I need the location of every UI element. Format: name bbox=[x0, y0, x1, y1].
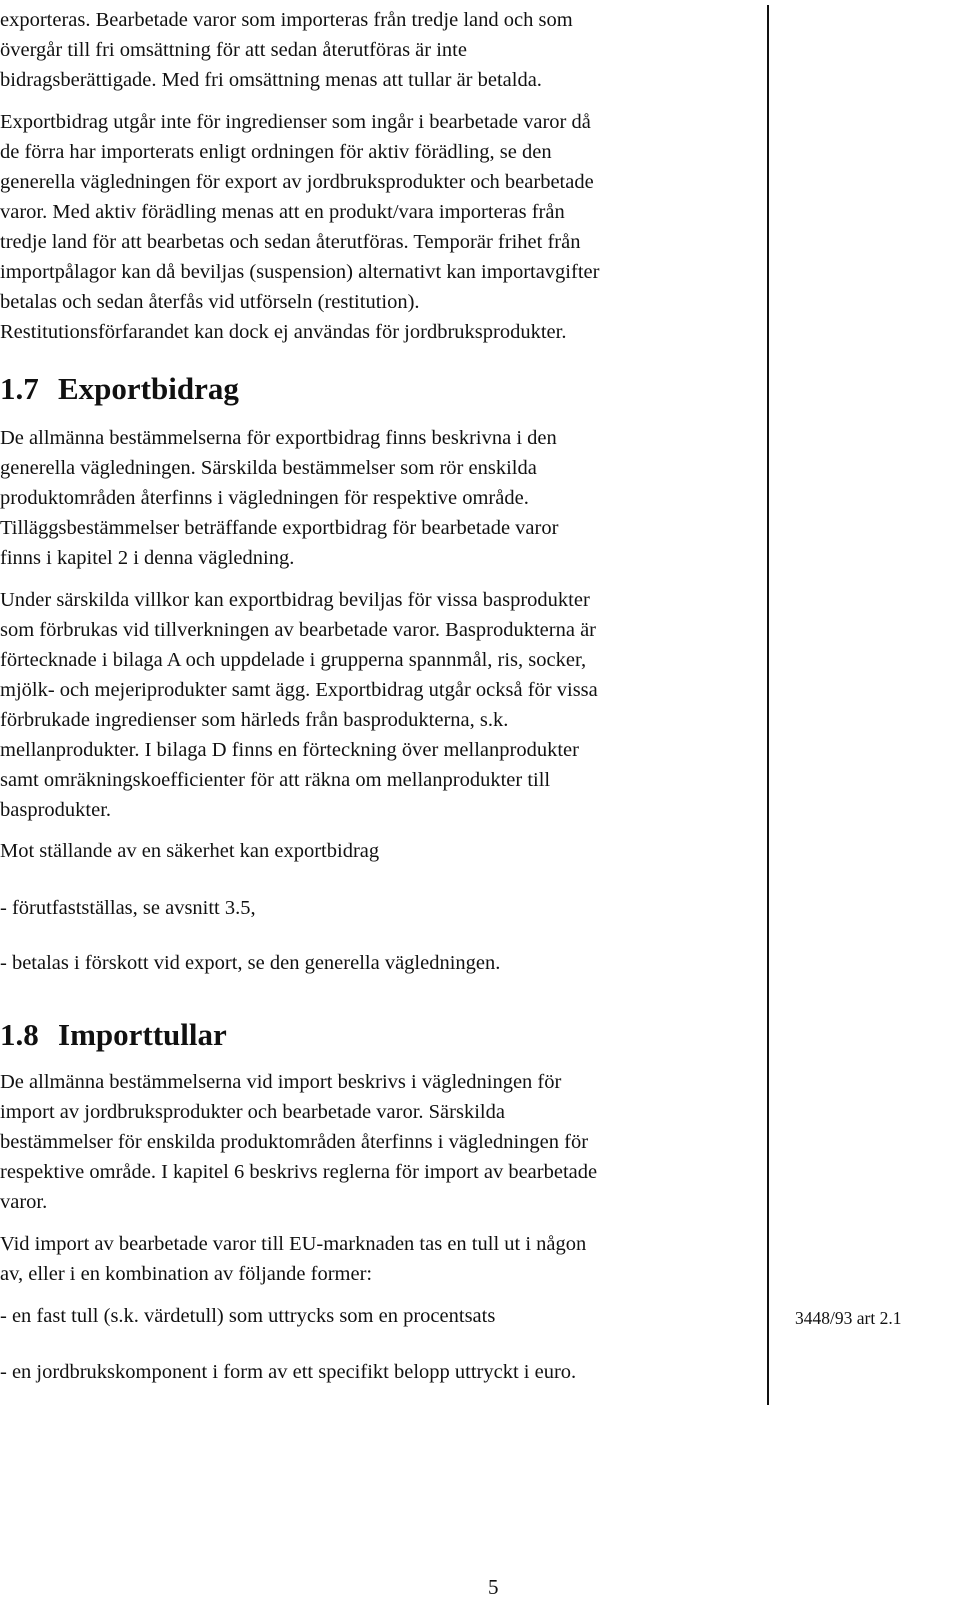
section-1-7-paragraph-1 bbox=[0, 423, 558, 573]
section-title: Importtullar bbox=[58, 1017, 227, 1052]
text-line: bidragsberättigade. Med fri omsättning menas att tullar är betalda. bbox=[0, 69, 542, 91]
section-1-7-list-item: - förutfastställas, se avsnitt 3.5, bbox=[0, 897, 256, 919]
section-title: Exportbidrag bbox=[58, 371, 239, 406]
text-line: tredje land för att bearbetas och sedan återutföras. Temporär frihet från bbox=[0, 231, 581, 253]
text-line: betalas och sedan återfås vid utförseln (restitution). bbox=[0, 291, 420, 313]
text-line: förtecknade i bilaga A och uppdelade i grupperna spannmål, ris, socker, bbox=[0, 649, 587, 671]
text-line: De allmänna bestämmelserna för exportbidrag finns beskrivna i den bbox=[0, 427, 557, 449]
text-line: Vid import av bearbetade varor till EU-marknaden tas en tull ut i någon bbox=[0, 1233, 587, 1255]
text-line: generella vägledningen. Särskilda bestämmelser som rör enskilda bbox=[0, 457, 537, 479]
section-1-7-lead: Mot ställande av en säkerhet kan exportbidrag bbox=[0, 840, 380, 862]
text-line: generella vägledningen för export av jordbruksprodukter och bearbetade bbox=[0, 171, 594, 193]
text-line: Restitutionsförfarandet kan dock ej användas för jordbruksprodukter. bbox=[0, 321, 567, 343]
intro-paragraph bbox=[0, 5, 573, 95]
text-line: förbrukade ingredienser som härleds från basprodukterna, s.k. bbox=[0, 709, 509, 731]
margin-divider-line bbox=[767, 5, 769, 1405]
page-number: 5 bbox=[488, 1575, 499, 1599]
text-line: produktområden återfinns i vägledningen för respektive område. bbox=[0, 487, 529, 509]
section-1-8-list-item: - en fast tull (s.k. värdetull) som uttrycks som en procentsats bbox=[0, 1305, 496, 1327]
text-line: Tilläggsbestämmelser beträffande exportbidrag för bearbetade varor bbox=[0, 517, 559, 539]
text-line: mjölk- och mejeriprodukter samt ägg. Exportbidrag utgår också för vissa bbox=[0, 679, 598, 701]
text-line: varor. Med aktiv förädling menas att en produkt/vara importeras från bbox=[0, 201, 565, 223]
text-line: basprodukter. bbox=[0, 799, 112, 821]
text-line: finns i kapitel 2 i denna vägledning. bbox=[0, 547, 295, 569]
section-number: 1.7 bbox=[0, 371, 39, 406]
text-line: respektive område. I kapitel 6 beskrivs reglerna för import av bearbetade bbox=[0, 1161, 598, 1183]
section-1-7-list-item: - betalas i förskott vid export, se den generella vägledningen. bbox=[0, 952, 501, 974]
text-line: samt omräkningskoefficienter för att räkna om mellanprodukter till bbox=[0, 769, 551, 791]
text-line: bestämmelser för enskilda produktområden återfinns i vägledningen för bbox=[0, 1131, 589, 1153]
text-line: de förra har importerats enligt ordningen för aktiv förädling, se den bbox=[0, 141, 552, 163]
text-line: import av jordbruksprodukter och bearbetade varor. Särskilda bbox=[0, 1101, 505, 1123]
text-line: varor. bbox=[0, 1191, 48, 1213]
text-line: exporteras. Bearbetade varor som importeras från tredje land och som bbox=[0, 9, 573, 31]
text-line: De allmänna bestämmelserna vid import beskrivs i vägledningen för bbox=[0, 1071, 562, 1093]
text-line: mellanprodukter. I bilaga D finns en förteckning över mellanprodukter bbox=[0, 739, 579, 761]
text-line: Exportbidrag utgår inte för ingredienser som ingår i bearbetade varor då bbox=[0, 111, 591, 133]
margin-reference-note: 3448/93 art 2.1 bbox=[795, 1308, 902, 1328]
text-line: av, eller i en kombination av följande former: bbox=[0, 1263, 373, 1285]
section-1-8-paragraph-1 bbox=[0, 1067, 597, 1217]
text-line: som förbrukas vid tillverkningen av bearbetade varor. Basprodukterna är bbox=[0, 619, 597, 641]
text-line: övergår till fri omsättning för att sedan återutföras är inte bbox=[0, 39, 467, 61]
section-heading-1-8 bbox=[0, 1015, 227, 1055]
aktiv-forädling-paragraph bbox=[0, 107, 599, 347]
text-line: Under särskilda villkor kan exportbidrag beviljas för vissa basprodukter bbox=[0, 589, 590, 611]
section-heading-1-7 bbox=[0, 369, 239, 409]
section-number: 1.8 bbox=[0, 1017, 39, 1052]
text-line: importpålagor kan då beviljas (suspension) alternativt kan importavgifter bbox=[0, 261, 600, 283]
section-1-8-paragraph-2 bbox=[0, 1229, 586, 1289]
section-1-8-list-item: - en jordbrukskomponent i form av ett specifikt belopp uttryckt i euro. bbox=[0, 1361, 577, 1383]
section-1-7-paragraph-2 bbox=[0, 585, 598, 825]
